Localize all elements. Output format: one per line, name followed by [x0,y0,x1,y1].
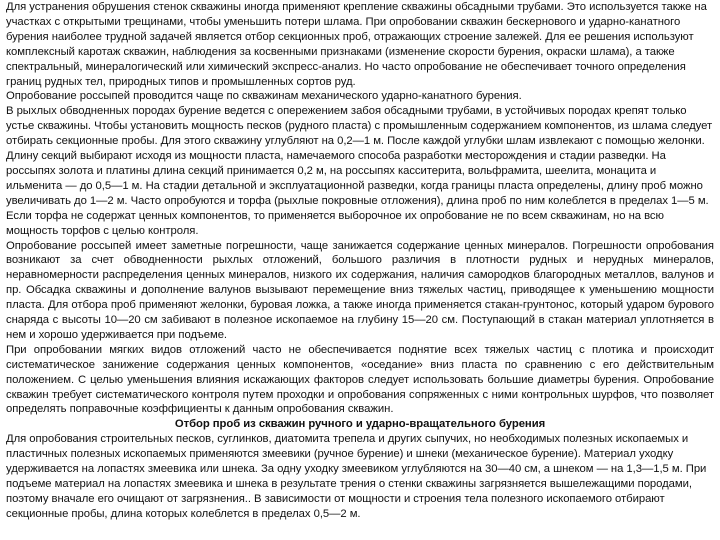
paragraph-watered-rocks: В рыхлых обводненных породах бурение ведется с опережением забоя обсадными трубами, в устойчивых породах крепят только устье скважины. Чтобы установить мощность песков (рудного пласта) с промышленным содержанием компонентов, из шлама следует отбирать секционные пробы. Для этого скважину углубляют на 0,2—1 м. После каждой углубки шлам извлекают с помощью желонки. Длину секций выбирают исходя из мощности пласта, намечаемого способа разработки месторождения и стадии разведки. На россыпях золота и платины длина секций принимается 0,2 м, на россыпях касситерита, вольфрамита, шеелита, монацита и ильменита — до 0,5—1 м. На стадии детальной и эксплуатационной разведки, когда границы пласта определены, длину проб можно увеличивать до 1—2 м. Часто опробуются и торфа (рыхлые покровные отложения), длина проб по ним колеблется в пределах 1—5 м. Если торфа не содержат ценных компонентов, то применяется выборочное их опробование не по всем скважинам, но на всю мощность торфов с целью контроля. [6,105,713,237]
paragraph-placer-sampling: Опробование россыпей проводится чаще по скважинам механического ударно-канатного бурения. [6,90,522,103]
section-heading: Отбор проб из скважин ручного и ударно-вращательного бурения [174,418,546,431]
paragraph-augers: Для опробования строительных песков, суглинков, диатомита трепела и других сыпучих, но необходимых полезных ископаемых и пластичных полезных ископаемых применяются змеевики (ручное бурение) и шнеки (механическое бурение). Материал уходку удерживается на лопастях змеевика или шнека. За одну уходку змеевиком углубляются на 30—40 см, а шнеком — на 1,3—1,5 м. При подъеме материал на лопастях змеевика и шнека в результате трения о стенки скважины загрязняется вышележащими породами, поэтому вначале его очищают от загрязнения.. В зависимости от мощности и строения тела полезного ископаемого отбирают секционные пробы, длина которых колеблется в пределах 0,5—2 м. [6,433,707,520]
paragraph-soft-deposits: При опробовании мягких видов отложений часто не обеспечивается поднятие всех тяжелых частиц с плотика и происходит систематическое занижение содержания ценных компонентов, «оседание» вниз пласта по сравнению с его действительным положением. С целью уменьшения влияния искажающих факторов следует использовать большие диаметры бурения. Опробование скважин требует систематического контроля путем проходки и опробования сопряженных с ними контрольных шурфов, что позволяет определять поправочные коэффициенты к данным опробования скважин. [6,343,714,416]
paragraph-errors: Опробование россыпей имеет заметные погрешности, чаще занижается содержание ценных минералов. Погрешности опробования возникают за счет обводненности рыхлых отложений, большого различия в плотности рудных и нерудных минералов, неравномерности распределения ценных минералов, низкого их содержания, наличия самородков благородных металлов, валунов и пр. Обсадка скважины и дополнение валунов вызывают перемещение вниз тяжелых частиц, приводящее к уменьшению мощности пласта. Для отбора проб применяют желонки, буровая ложка, а также иногда применяется стакан-грунтонос, который ударом бурового снаряда с высоты 10—20 см забивают в полезное ископаемое на глубину 15—20 см. Поступающий в стакан материал уплотняется в нем и хорошо удерживается при подъеме. [6,239,714,341]
paragraph-casing: Для устранения обрушения стенок скважины иногда применяют крепление скважины обсадными трубами. Это используется также на участках с открытыми трещинами, чтобы уменьшить потери шлама. При опробовании скважин бескернового и ударно-канатного бурения наиболее трудной задачей является отбор секционных проб, отражающих строение залежей. Для ее решения используют комплексный каротаж скважин, наблюдения за косвенными признаками (изменение скорости бурения, окраски шлама), а также спектральный, минералогический или химический экспресс-анализ. Но часто опробование не обеспечивает точного определения границ рудных тел, природных типов и промышленных сортов руд. [6,1,707,88]
document-page [6,0,714,540]
